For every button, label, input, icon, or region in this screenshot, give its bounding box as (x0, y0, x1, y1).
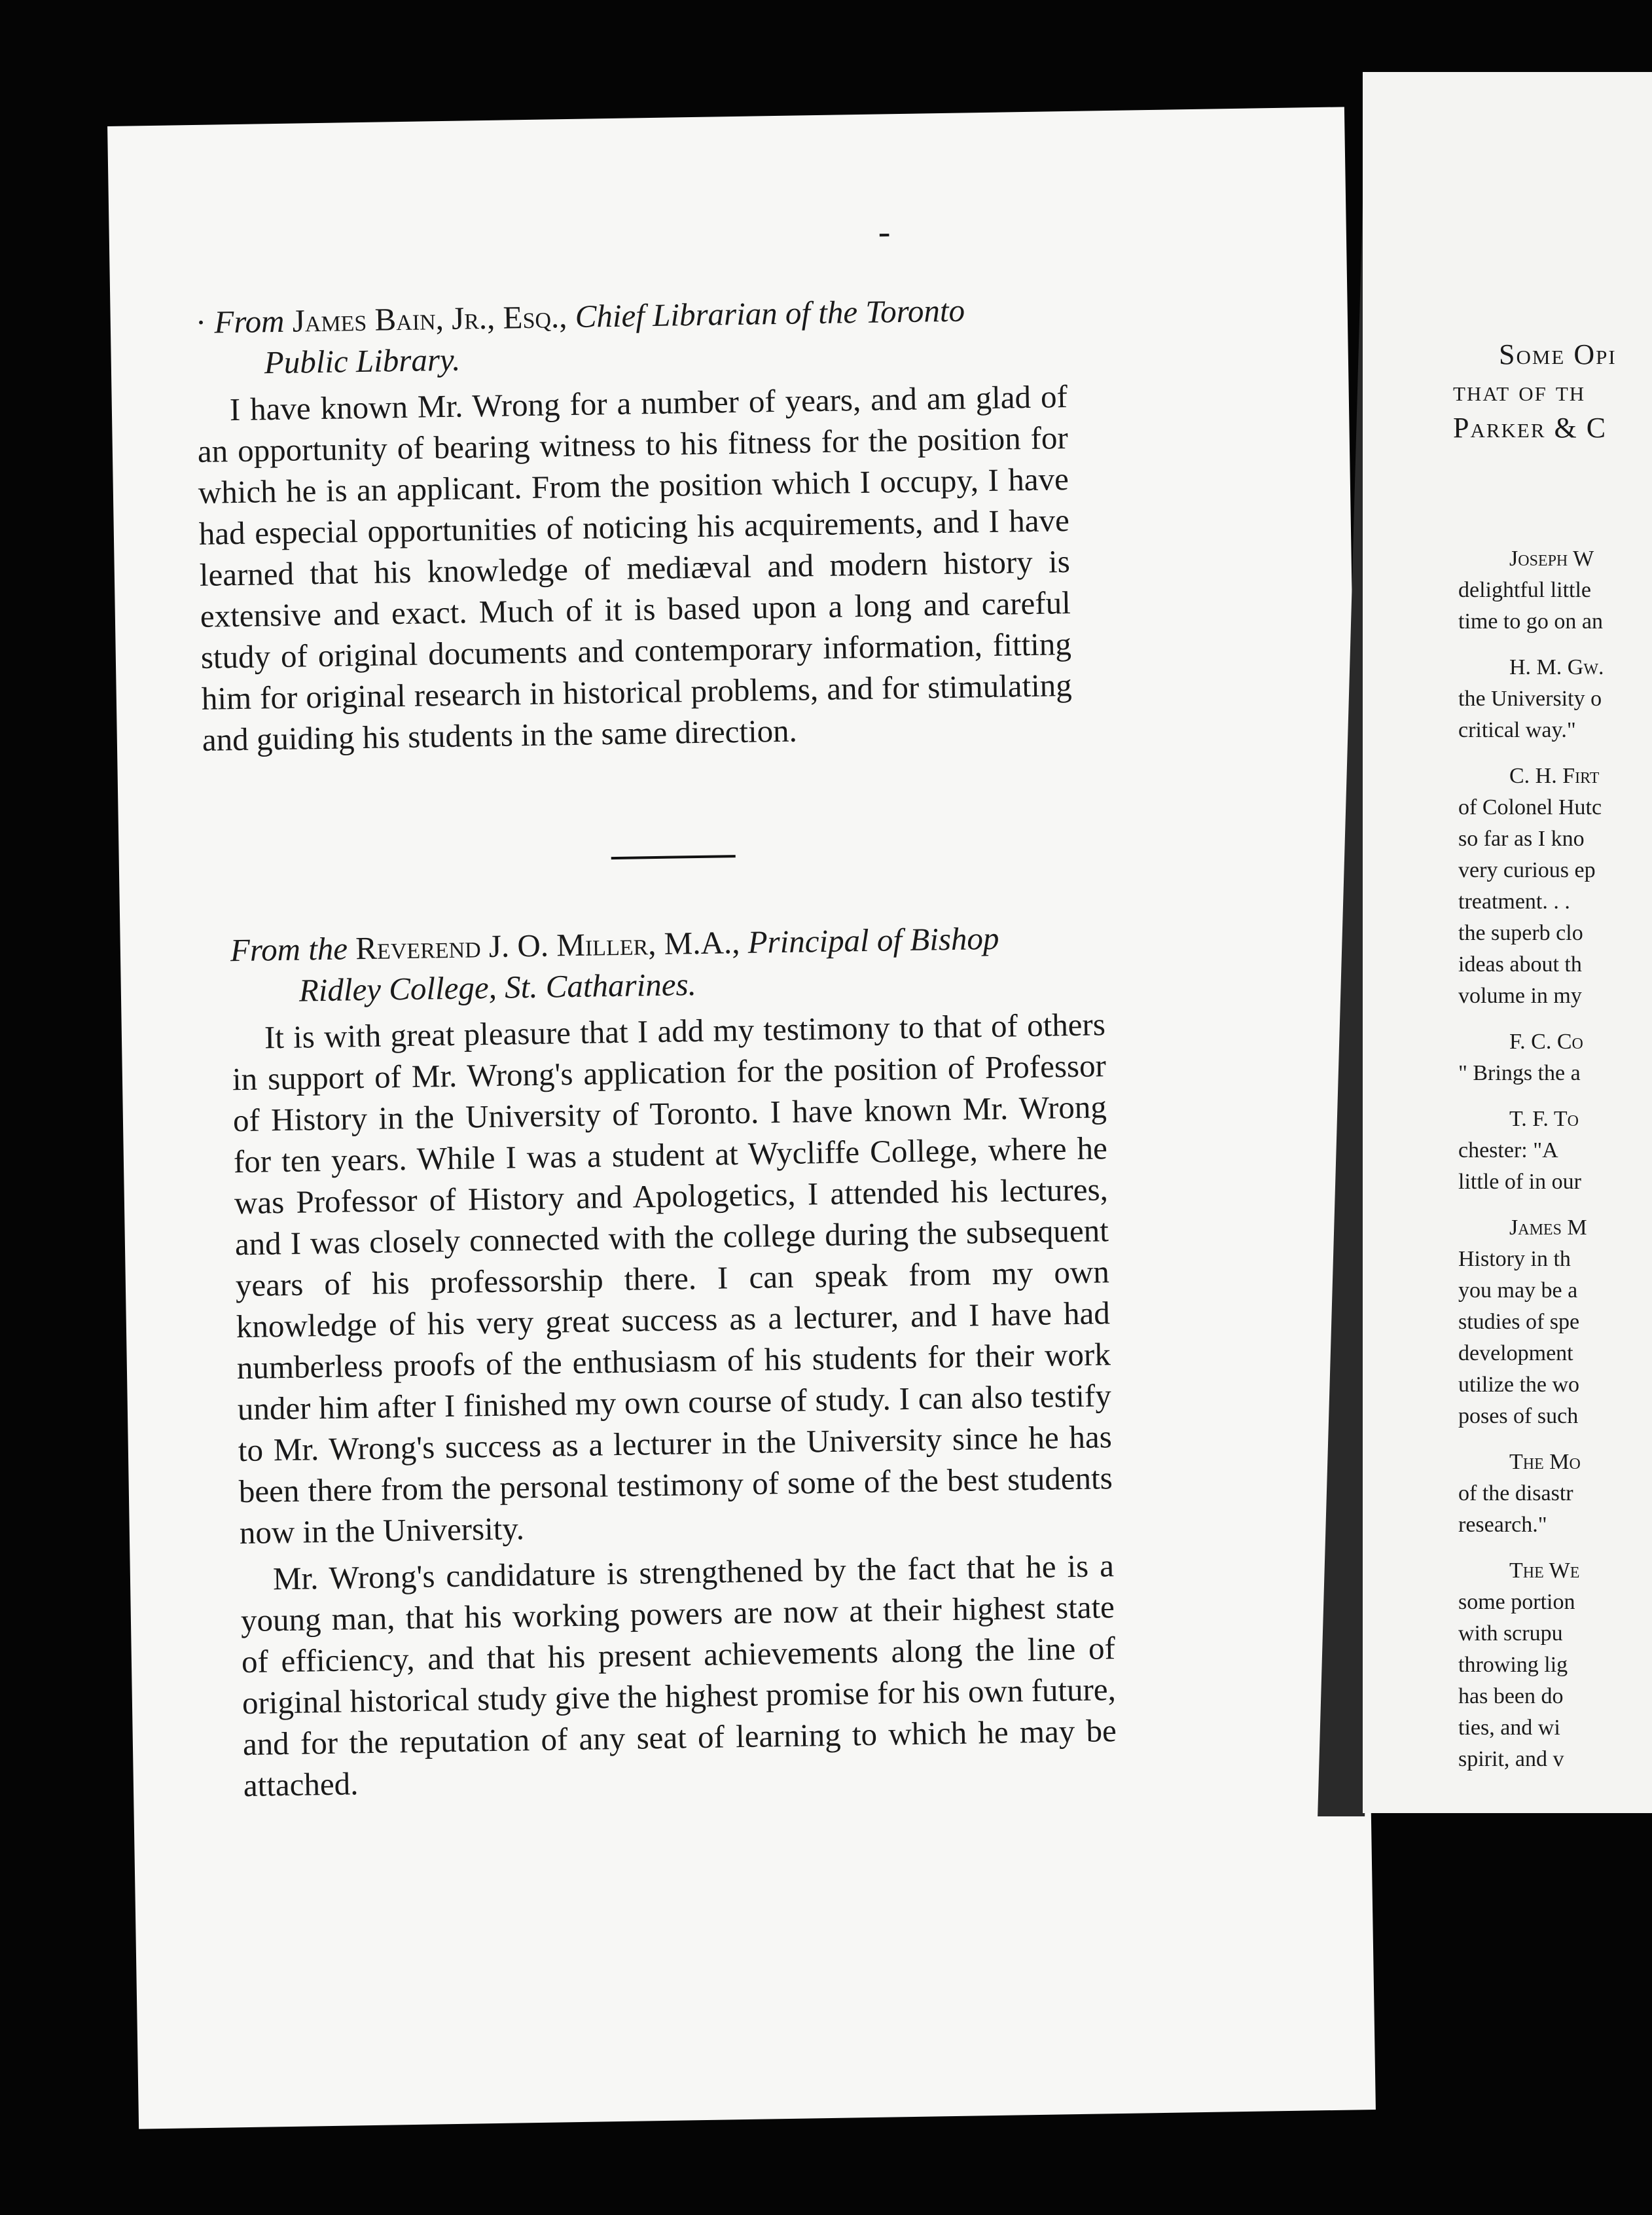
opinion-line: throwing lig (1458, 1653, 1568, 1677)
letter-miller-para-1: It is with great pleasure that I add my testimony to that of others in support of Mr. Wrong's application for the position of Professor of History in the University of Toronto. I have known Mr. Wrong for ten years. While I was a student at Wycliffe College, where he was Professor of History and Apologetics, I attended his lectures, and I was closely connected with the college during the subsequent years of his professorship there. I can speak from my own knowledge of his very great success as a lecturer, and I have had numberless proofs of the enthusiasm of his students for their work under him after I finished my own course of study. I can also testify to Mr. Wrong's success as a lecturer in the University since he has been there from the personal testimony of some of the best students now in the University. (232, 1006, 1113, 1551)
author-title: Principal of Bishop (747, 920, 999, 960)
letter-bain (195, 288, 1073, 761)
right-page-entries (1458, 543, 1604, 1790)
letter-bain-body: I have known Mr. Wrong for a number of years, and am glad of an opportunity of bearing witness to his fitness for the position for which he is an applicant. From the position which I occupy, I have had especial opportunities of noticing his acquirements, and I have learned that his knowledge of mediæval and modern history is extensive and exact. Much of it is based upon a long and careful study of original documents and contemporary information, fitting him for original research in historical problems, and for stimulating and guiding his students in the same direction. (197, 378, 1073, 758)
right-page (1363, 72, 1652, 1813)
opinion-line: of Colonel Hutc (1458, 795, 1602, 819)
left-page (107, 107, 1376, 2129)
opinion-line: of the disastr (1458, 1481, 1573, 1505)
title-line: Parker & C (1453, 412, 1607, 444)
author-title-cont: Ridley College, St. Catharines. (298, 966, 697, 1009)
opinion-line: ties, and wi (1458, 1716, 1560, 1740)
opinion-line: has been do (1458, 1684, 1564, 1708)
opinion-line: research." (1458, 1513, 1547, 1537)
opinion-entry (1458, 1447, 1604, 1541)
author-title-cont: Public Library. (264, 341, 461, 381)
opinion-line: chester: "A (1458, 1138, 1558, 1162)
opinion-source: F. C. Co (1509, 1030, 1583, 1054)
opinion-entry (1458, 1212, 1604, 1432)
opinion-line: studies of spe (1458, 1310, 1580, 1334)
opinion-line: poses of such (1458, 1404, 1579, 1428)
letter-miller (230, 916, 1117, 1806)
opinion-entry (1458, 761, 1604, 1012)
opinion-line: little of in our (1458, 1170, 1581, 1194)
opinion-source: Joseph W (1509, 547, 1594, 571)
title-line: Some Opi (1499, 338, 1617, 370)
opinion-entry (1458, 1555, 1604, 1775)
from-label: From (213, 302, 285, 340)
opinion-line: History in th (1458, 1247, 1571, 1271)
opinion-entry (1458, 1104, 1604, 1198)
opinion-line: you may be a (1458, 1278, 1578, 1303)
opinion-line: delightful little (1458, 578, 1592, 602)
opinion-source: T. F. To (1509, 1107, 1579, 1131)
opinion-line: treatment. . . (1458, 890, 1570, 914)
opinion-line: the University o (1458, 687, 1602, 711)
letter-miller-heading (230, 916, 1105, 1012)
opinion-source: James M (1509, 1216, 1587, 1240)
opinion-source: C. H. Firt (1509, 764, 1600, 788)
author-name: Reverend J. O. Miller, M.A., (355, 924, 740, 967)
opinion-line: with scrupu (1458, 1621, 1563, 1646)
letter-bain-heading (195, 288, 1067, 384)
opinion-line: critical way." (1458, 718, 1576, 742)
right-page-title (1453, 336, 1617, 446)
opinion-source: The Mo (1509, 1450, 1581, 1474)
opinion-line: volume in my (1458, 984, 1582, 1008)
section-divider (611, 855, 736, 859)
opinion-line: development (1458, 1341, 1573, 1365)
opinion-entry (1458, 652, 1604, 746)
opinion-line: the superb clo (1458, 921, 1583, 945)
lead-mark: · (195, 304, 207, 340)
title-line: that of th (1453, 375, 1586, 407)
opinion-line: utilize the wo (1458, 1373, 1580, 1397)
from-label: From the (230, 930, 348, 969)
opinion-line: " Brings the a (1458, 1061, 1581, 1085)
letter-miller-para-2: Mr. Wrong's candidature is strengthened by the fact that he is a young man, that his working powers are now at their highest state of efficiency, and that his present achievements along the line of original historical study give the highest promise for his own future, and for the reputation of any seat of learning to which he may be attached. (240, 1547, 1117, 1804)
opinion-line: ideas about th (1458, 952, 1582, 977)
author-name: James Bain, Jr., Esq., (292, 298, 567, 339)
opinion-entry (1458, 543, 1604, 638)
author-title: Chief Librarian of the Toronto (575, 292, 965, 334)
opinion-entry (1458, 1026, 1604, 1089)
opinion-line: time to go on an (1458, 609, 1603, 634)
opinion-line: some portion (1458, 1590, 1575, 1614)
opinion-line: very curious ep (1458, 858, 1596, 882)
opinion-source: The We (1509, 1558, 1580, 1583)
opinion-source: H. M. Gw. (1509, 655, 1604, 679)
opinion-line: spirit, and v (1458, 1747, 1564, 1771)
top-mark: - (878, 211, 891, 253)
opinion-line: so far as I kno (1458, 827, 1585, 851)
